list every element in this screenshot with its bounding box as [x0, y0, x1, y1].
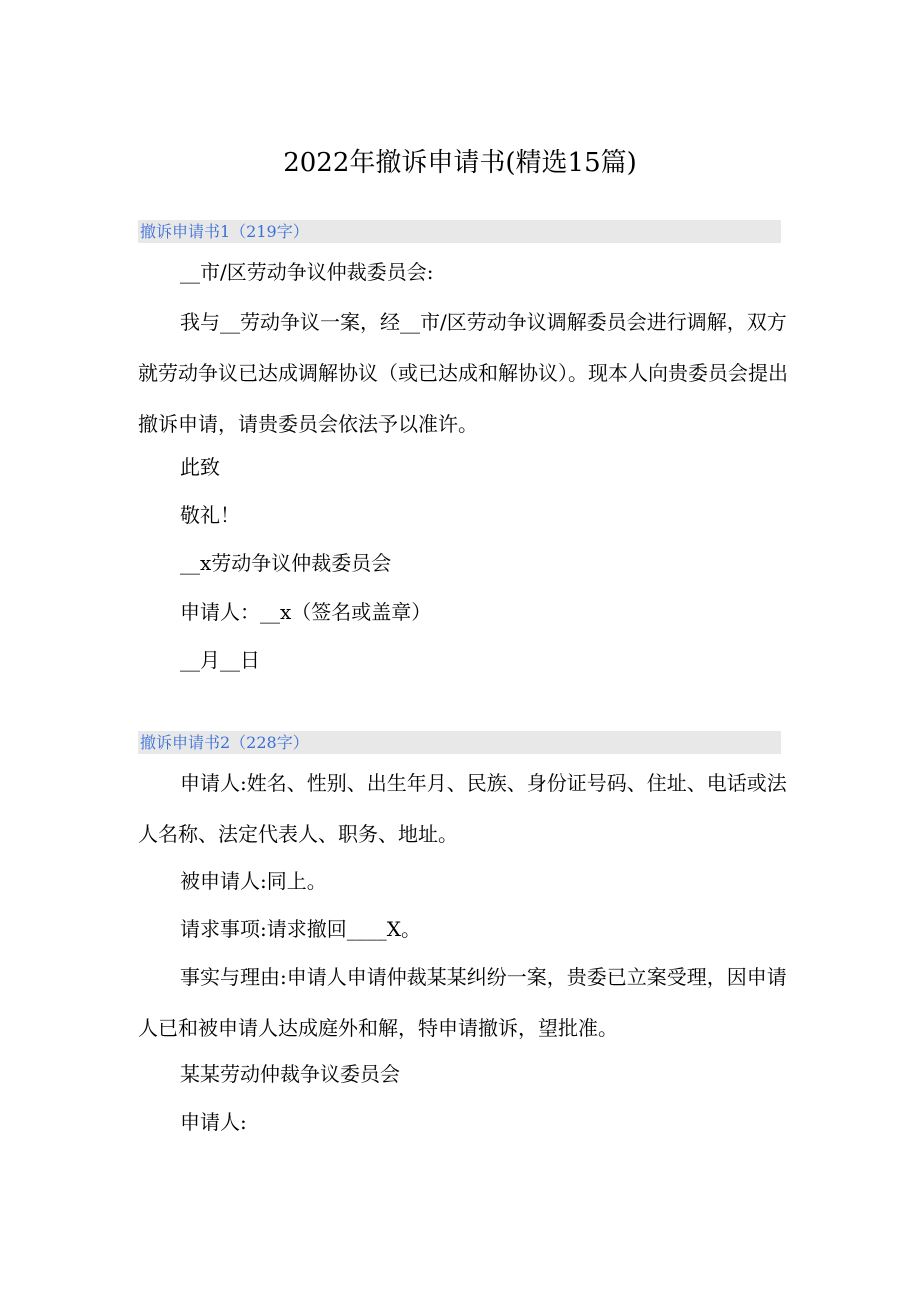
paragraph-respondent: 被申请人:同上。	[180, 869, 327, 893]
paragraph-closing-1: 此致	[180, 455, 220, 479]
paragraph-recipient: __x劳动争议仲裁委员会	[180, 551, 392, 575]
section-header-2: 撤诉申请书2（228字）	[138, 731, 781, 754]
paragraph-applicant-info: 申请人:姓名、性别、出生年月、民族、身份证号码、住址、电话或法人名称、法定代表人、职务、地址。	[138, 771, 787, 846]
paragraph-addressee: __市/区劳动争议仲裁委员会:	[180, 260, 434, 284]
paragraph-applicant-signature: 申请人:	[180, 1110, 247, 1134]
section-header-1: 撤诉申请书1（219字）	[138, 220, 781, 243]
paragraph-committee: 某某劳动仲裁争议委员会	[180, 1062, 400, 1086]
paragraph-body: 我与__劳动争议一案，经__市/区劳动争议调解委员会进行调解，双方就劳动争议已达成调解协议（或已达成和解协议）。现本人向贵委员会提出撤诉申请，请贵委员会依法予以准许。	[138, 310, 788, 436]
paragraph-applicant: 申请人：__x（签名或盖章）	[180, 600, 432, 624]
paragraph-date: __月__日	[180, 648, 260, 672]
document-title: 2022年撤诉申请书(精选15篇)	[283, 148, 637, 178]
paragraph-facts: 事实与理由:申请人申请仲裁某某纠纷一案，贵委已立案受理，因申请人已和被申请人达成庭外和解，特申请撤诉，望批准。	[138, 965, 787, 1040]
paragraph-request: 请求事项:请求撤回____X。	[180, 917, 421, 941]
paragraph-closing-2: 敬礼！	[180, 503, 240, 527]
